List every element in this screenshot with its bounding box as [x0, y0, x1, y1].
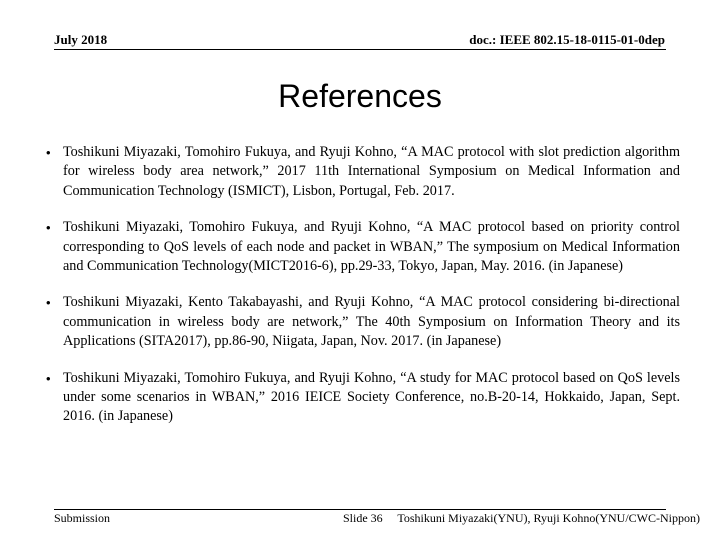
reference-item [46, 369, 680, 427]
slide-title: References [278, 78, 442, 114]
footer-submission: Submission [54, 511, 111, 525]
bullet-icon: • [46, 145, 51, 160]
footer-authors: Toshikuni Miyazaki(YNU), Ryuji Kohno(YNU/CWC-Nippon) [397, 511, 700, 525]
reference-item [46, 293, 680, 351]
footer-slide-number: Slide 36 [343, 511, 383, 525]
reference-item [46, 218, 680, 276]
header-divider [54, 49, 666, 50]
reference-list [46, 143, 680, 444]
reference-text: Toshikuni Miyazaki, Kento Takabayashi, and Ryuji Kohno, “A MAC protocol considering bi-directional communication in wireless body are network,” The 40th Symposium on Information Theory and its Applications (SITA2017), pp.86-90, Niigata, Japan, Nov. 2017. (in Japanese) [63, 294, 680, 350]
bullet-icon: • [46, 220, 51, 236]
reference-text: Toshikuni Miyazaki, Tomohiro Fukuya, and Ryuji Kohno, “A study for MAC protocol based on QoS levels under some scenarios in WBAN,” 2016 IEICE Society Conference, no.B-20-14, Hokkaido, Japan, Sept. 2016. (in Japanese) [63, 369, 680, 425]
reference-item [46, 143, 680, 201]
reference-text: Toshikuni Miyazaki, Tomohiro Fukuya, and Ryuji Kohno, “A MAC protocol with slot prediction algorithm for wireless body area network,” 2017 11th International Symposium on Medical Information and Communication Technology (ISMICT), Lisbon, Portugal, Feb. 2017. [63, 144, 680, 199]
footer-divider [54, 509, 666, 510]
reference-text: Toshikuni Miyazaki, Tomohiro Fukuya, and Ryuji Kohno, “A MAC protocol based on priority control corresponding to QoS levels of each node and packet in WBAN,” The symposium on Medical Information and Communication Technology(MICT2016-6), pp.29-33, Tokyo, Japan, May. 2016. (in Japanese) [63, 219, 680, 275]
bullet-icon: • [46, 295, 51, 311]
header-doc-id: doc.: IEEE 802.15-18-0115-01-0dep [469, 32, 665, 47]
bullet-icon: • [46, 370, 51, 386]
header-date: July 2018 [54, 32, 108, 47]
